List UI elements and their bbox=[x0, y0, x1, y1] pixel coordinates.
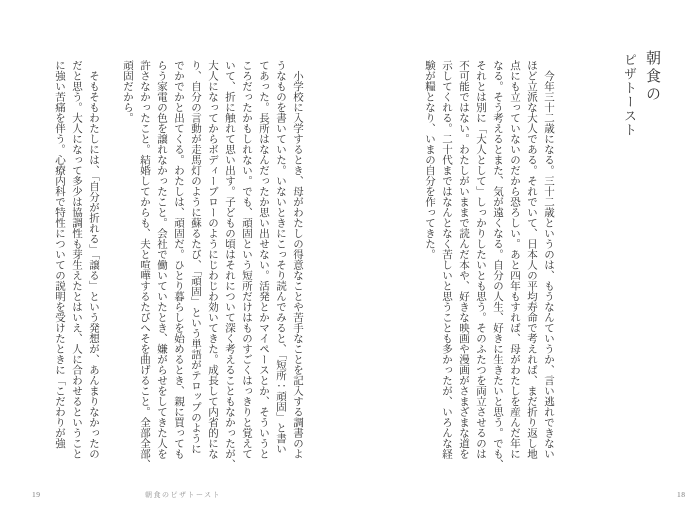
text-line: それとは別に「大人として」しっかりしたいとも思う。そのふたつを両立させるのは bbox=[475, 60, 486, 459]
text-line: り、自分の言動が走馬灯のように蘇るたび、「頑固」という単語がテロップのように bbox=[190, 60, 201, 454]
text-line: 点にも立っていないのだから恐ろしい。あと四年もすれば、母がわたしを産んだ年に bbox=[509, 60, 520, 459]
text-line: だと思う。大人になって多少は協調性も芽生えたとはいえ、人に合わせるということ bbox=[71, 60, 82, 459]
text-line: てあった。長所はなんだったか思い出せない。活発とかマイペースとか、そういうと bbox=[258, 60, 269, 459]
body-text-right-page bbox=[421, 60, 557, 474]
essay-title bbox=[615, 50, 663, 190]
text-line bbox=[102, 60, 119, 474]
text-line: なる。そう考えるとまた、気が遠くなる。自分の人生、好きに生きたいと思う。でも、 bbox=[492, 60, 503, 470]
text-line: 頑固だから。 bbox=[122, 60, 133, 123]
text-line: そもそもわたしには、「自分が折れる」「譲る」という発想が、あんまりなかったの bbox=[88, 60, 99, 459]
text-line: でかでかと出てくる。わたしは、頑固だ。ひとり暮らしを始めるとき、親に買っても bbox=[173, 60, 184, 459]
text-line: 今年三十二歳になる。三十二歳というのは、もうなんていうか、言い逃れできない bbox=[543, 60, 554, 459]
essay-title-line: ピザトースト bbox=[622, 53, 637, 137]
essay-title-line: 朝食の bbox=[644, 50, 660, 104]
page-number-left: 19 bbox=[32, 490, 41, 499]
text-line: に強い苦痛を伴う。心療内科で特性についての説明を受けたときに「こだわりが強 bbox=[54, 60, 65, 449]
text-line: 験が糧となり、いまの自分を作ってきた。 bbox=[424, 60, 435, 260]
running-title-footer: 朝食のピザトースト bbox=[145, 491, 222, 499]
text-line: いて、折に触れて思い出す。子どもの頃はそれについて深く考えることもなかったが、 bbox=[224, 60, 235, 470]
text-line: 不可能ではない。わたしがいままで読んだ本や、好きな映画や漫画がさまざまな道を bbox=[458, 60, 469, 459]
text-line: 小学校に入学するとき、母がわたしの得意なことや苦手なことを記入する調書のよ bbox=[292, 60, 303, 459]
body-text-left-page bbox=[51, 60, 306, 474]
text-line: 示してくれる。二十代まではなんとなく苦しいと思うことも多かったが、いろんな経 bbox=[441, 60, 452, 459]
text-line: ころだったかもしれない。でも、頑固という短所だけはものすごくはっきりと覚えて bbox=[241, 60, 252, 459]
page-number-right: 18 bbox=[677, 490, 686, 499]
text-line: 許さなかったこと。結婚してからも、夫と喧嘩するたびへそを曲げること。全部全部、 bbox=[139, 60, 150, 470]
text-line: 大人になってからボディーブローのようにじわじわ効いてきた。成長して内省的にな bbox=[207, 60, 218, 459]
text-line: うなものを書いていた。いないときにこっそり読んでみると、「短所：頑固」と書い bbox=[275, 60, 286, 454]
text-line: らう家電の色を譲れなかったこと。会社で働いていたとき、嫌がらせをしてきた人を bbox=[156, 60, 167, 459]
text-line: ほど立派な大人である。それでいて、日本人の平均寿命で考えれば、まだ折り返し地 bbox=[526, 60, 537, 459]
